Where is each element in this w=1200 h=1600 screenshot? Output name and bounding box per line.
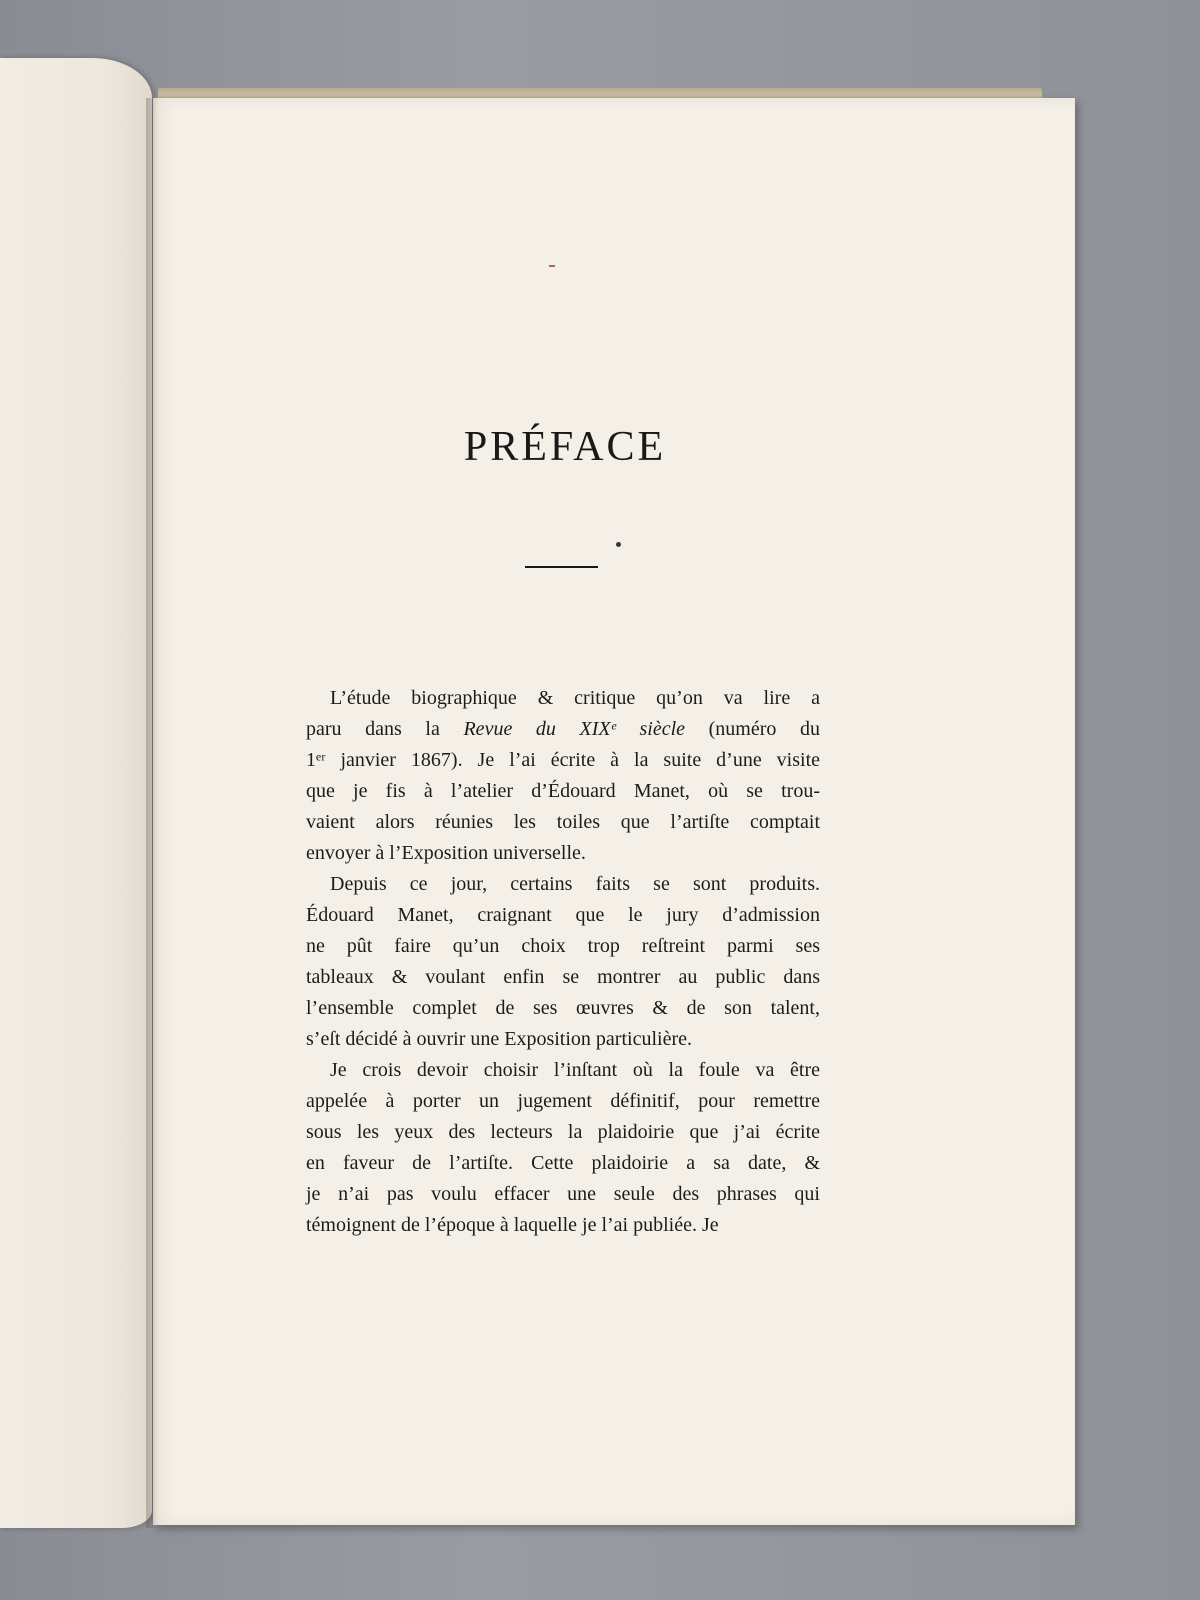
text-line: Je crois devoir choisir l’inſtant où la foule va être xyxy=(330,1059,820,1081)
page-title: PRÉFACE xyxy=(463,424,667,470)
text-line: L’étude biographique & critique qu’on va lire a xyxy=(330,687,820,709)
text-line: que je fis à l’atelier d’Édouard Manet, où se trou- xyxy=(306,780,820,802)
text-line: témoignent de l’époque à laquelle je l’ai publiée. Je xyxy=(306,1214,719,1236)
text-line: s’eſt décidé à ouvrir une Exposition particulière. xyxy=(306,1028,692,1050)
ink-speck xyxy=(616,542,621,547)
text-line: vaient alors réunies les toiles que l’artiſte comptait xyxy=(306,811,820,833)
text-line: en faveur de l’artiſte. Cette plaidoirie a sa date, & xyxy=(306,1152,820,1174)
paper-mark xyxy=(549,265,555,267)
text-line: sous les yeux des lecteurs la plaidoirie que j’ai écrite xyxy=(306,1121,820,1143)
text-line: envoyer à l’Exposition universelle. xyxy=(306,842,586,864)
left-page xyxy=(0,58,152,1528)
gutter-shadow xyxy=(146,98,158,1528)
paragraph-2 xyxy=(306,869,820,1055)
title-rule xyxy=(525,566,598,568)
body-text xyxy=(306,683,820,1241)
text-line: je n’ai pas voulu effacer une seule des phrases qui xyxy=(306,1183,820,1205)
text-line: ne pût faire qu’un choix trop reſtreint parmi ses xyxy=(306,935,820,957)
text-line: tableaux & voulant enfin se montrer au public dans xyxy=(306,966,820,988)
text-line: paru dans la Revue du XIXᵉ siècle (numéro du xyxy=(306,718,820,740)
journal-title: Revue du XIXᵉ siècle xyxy=(463,718,686,740)
text-line: 1ᵉʳ janvier 1867). Je l’ai écrite à la suite d’une visite xyxy=(306,749,820,771)
paragraph-3 xyxy=(306,1055,820,1241)
text-line: appelée à porter un jugement définitif, pour remettre xyxy=(306,1090,820,1112)
text-line: l’ensemble complet de ses œuvres & de son talent, xyxy=(306,997,820,1019)
text-line: Édouard Manet, craignant que le jury d’admission xyxy=(306,904,820,926)
paragraph-1 xyxy=(306,683,820,869)
text-line: Depuis ce jour, certains faits se sont produits. xyxy=(330,873,820,895)
